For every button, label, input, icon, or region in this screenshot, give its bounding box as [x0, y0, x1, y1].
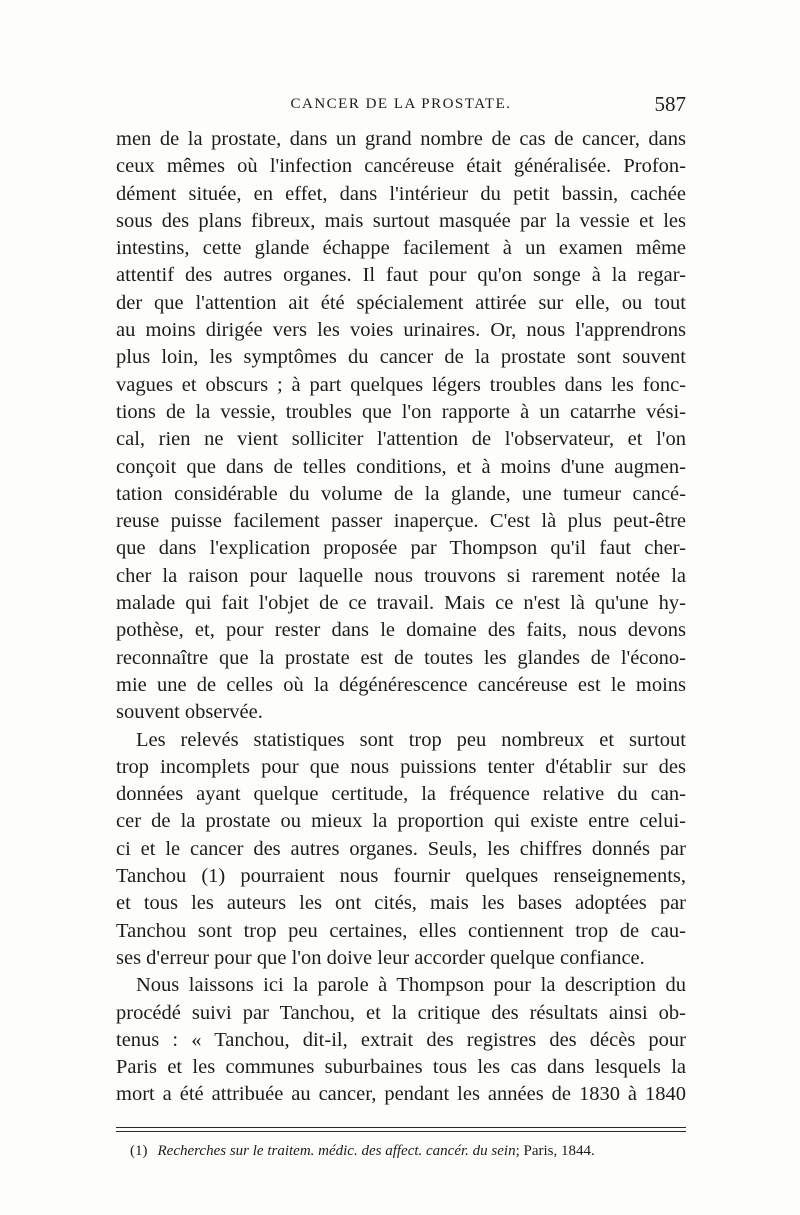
text-line: conçoit que dans de telles conditions, et à moins d'une augmen- — [116, 455, 686, 478]
text-line: dément située, en effet, dans l'intérieur du petit bassin, cachée — [116, 182, 686, 205]
text-line: données ayant quelque certitude, la fréquence relative du can- — [116, 783, 686, 806]
footnote-mark: (1) — [130, 1143, 148, 1159]
text-line: malade qui fait l'objet de ce travail. Mais ce n'est là qu'une hy- — [116, 592, 686, 615]
text-line: der que l'attention ait été spécialement attirée sur elle, ou tout — [116, 291, 686, 314]
text-line: reconnaître que la prostate est de toutes les glandes de l'écono- — [116, 646, 686, 669]
text-line: trop incomplets pour que nous puissions tenter d'établir sur des — [116, 755, 686, 778]
text-line: plus loin, les symptômes du cancer de la prostate sont souvent — [116, 346, 686, 369]
text-line: men de la prostate, dans un grand nombre de cas de cancer, dans — [116, 128, 686, 150]
text-line: intestins, cette glande échappe facilement à un examen même — [116, 237, 686, 260]
text-line: Paris et les communes suburbaines tous les cas dans lesquels la — [116, 1056, 686, 1079]
running-header — [116, 92, 686, 118]
text-line: mort a été attribuée au cancer, pendant les années de 1830 à 1840 — [116, 1083, 686, 1106]
text-line: Les relevés statistiques sont trop peu nombreux et surtout — [136, 728, 686, 751]
text-line: tions de la vessie, troubles que l'on rapporte à un catarrhe vési- — [116, 400, 686, 423]
text-line: souvent observée. — [116, 701, 263, 724]
footnote-tail: ; Paris, 1844. — [515, 1143, 595, 1159]
text-line: ci et le cancer des autres organes. Seuls, les chiffres donnés par — [116, 837, 686, 860]
text-line: ses d'erreur pour que l'on doive leur accorder quelque confiance. — [116, 946, 645, 969]
footnote-separator-rule — [116, 1127, 686, 1128]
text-line: au moins dirigée vers les voies urinaires. Or, nous l'apprendrons — [116, 319, 686, 342]
text-line: reuse puisse facilement passer inaperçue. C'est là plus peut-être — [116, 510, 686, 533]
footnote-text: Recherches sur le traitem. médic. des affect. cancér. du sein — [157, 1143, 516, 1159]
text-line: mie une de celles où la dégénérescence cancéreuse est le moins — [116, 673, 686, 696]
text-line: sous des plans fibreux, mais surtout masquée par la vessie et les — [116, 209, 686, 232]
page-number: 587 — [654, 92, 686, 116]
text-line: vagues et obscurs ; à part quelques légers troubles dans les fonc- — [116, 373, 686, 396]
text-line: tenus : « Tanchou, dit-il, extrait des registres des décès pour — [116, 1028, 686, 1051]
text-line: ceux mêmes où l'infection cancéreuse était généralisée. Profon- — [116, 155, 686, 178]
text-line: Tanchou (1) pourraient nous fournir quelques renseignements, — [116, 865, 686, 888]
text-line: cher la raison pour laquelle nous trouvons si rarement notée la — [116, 564, 686, 587]
text-line: et tous les auteurs les ont cités, mais les bases adoptées par — [116, 892, 686, 915]
text-line: cal, rien ne vient solliciter l'attention de l'observateur, et l'on — [116, 428, 686, 451]
body-text — [116, 126, 686, 1109]
text-line: Tanchou sont trop peu certaines, elles contiennent trop de cau- — [116, 919, 686, 942]
running-title: CANCER DE LA PROSTATE. — [290, 96, 512, 112]
text-line: que dans l'explication proposée par Thompson qu'il faut cher- — [116, 537, 686, 560]
text-line: attentif des autres organes. Il faut pour qu'on songe à la regar- — [116, 264, 686, 287]
text-line: cer de la prostate ou mieux la proportion qui existe entre celui- — [116, 810, 686, 833]
footnote — [130, 1140, 686, 1162]
footnote-separator-rule — [116, 1131, 686, 1132]
text-line: procédé suivi par Tanchou, et la critique des résultats ainsi ob- — [116, 1001, 686, 1024]
text-line: Nous laissons ici la parole à Thompson pour la description du — [136, 974, 686, 997]
text-line: pothèse, et, pour rester dans le domaine des faits, nous devons — [116, 619, 686, 642]
text-line: tation considérable du volume de la glande, une tumeur cancé- — [116, 482, 686, 505]
